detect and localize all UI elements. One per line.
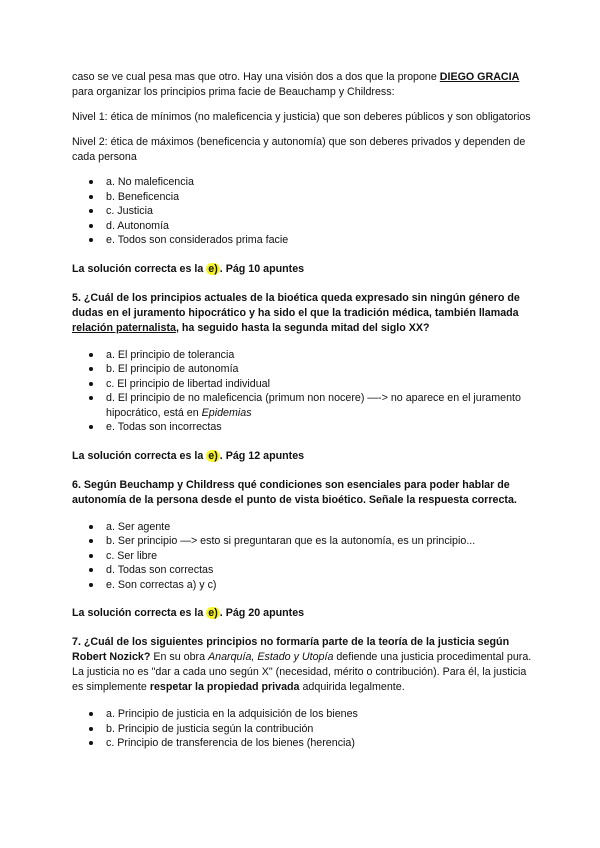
solution-prefix: La solución correcta es la <box>72 449 207 462</box>
list-item: a. El principio de tolerancia <box>72 348 532 363</box>
list-item: a. No maleficencia <box>72 175 532 190</box>
q6-options-list <box>72 520 532 593</box>
list-item: a. Principio de justicia en la adquisición de los bienes <box>72 707 532 722</box>
q5-underlined-term: relación paternalista <box>72 321 176 334</box>
intro-lead: caso se ve cual pesa mas que otro. Hay una visión dos a dos que la propone <box>72 71 440 83</box>
list-item: a. Ser agente <box>72 520 532 535</box>
q4-solution <box>72 262 532 277</box>
solution-prefix: La solución correcta es la <box>72 607 207 619</box>
list-item: c. El principio de libertad individual <box>72 377 532 392</box>
author-name: DIEGO GRACIA <box>439 71 520 83</box>
q5-options-list <box>72 348 532 435</box>
q5-solution <box>72 449 532 464</box>
q5-text-b: , ha seguido hasta la segunda mitad del siglo XX? <box>175 321 430 334</box>
list-item: b. Principio de justicia según la contribución <box>72 722 532 737</box>
q7-bold-question: 7. ¿Cuál de los siguientes principios no formaría parte de la teoría de la justicia según Robert Nozick? <box>72 636 510 663</box>
nivel2-paragraph: Nivel 2: ética de máximos (beneficencia y autonomía) que son deberes privados y dependen de cada persona <box>72 136 526 163</box>
q6-question: 6. Según Beuchamp y Childress qué condiciones son esenciales para poder hablar de autonomía de la persona desde el punto de vista bioético. Señale la respuesta correcta. <box>72 478 517 506</box>
list-item: b. El principio de autonomía <box>72 362 532 377</box>
q7-options-list <box>72 707 532 751</box>
intro-paragraph <box>72 70 532 100</box>
q7-note-1: En su obra <box>150 651 209 663</box>
list-item <box>72 391 532 420</box>
q7-book-title: Anarquía, Estado y Utopía <box>208 651 334 663</box>
q5-text-a: 5. ¿Cuál de los principios actuales de la bioética queda expresado sin ningún género de dudas en el juramento hipocrático y ha sido el que la tradición médica, también llamada <box>72 291 520 319</box>
q4-options-list <box>72 175 532 248</box>
list-item: c. Justicia <box>72 204 532 219</box>
list-item: d. Autonomía <box>72 219 532 234</box>
list-item: d. Todas son correctas <box>72 563 532 578</box>
q7-note-3: adquirida legalmente. <box>299 681 405 693</box>
list-item: c. Principio de transferencia de los bienes (herencia) <box>72 736 532 751</box>
q5-option-d-italic: Epidemias <box>201 406 252 419</box>
list-item: e. Son correctas a) y c) <box>72 578 532 593</box>
solution-page: . Pág 10 apuntes <box>219 262 305 275</box>
document-page <box>72 70 532 765</box>
q5-option-d-text: d. El principio de no maleficencia (primum non nocere) —-> no aparece en el juramento hipocrático, está en <box>106 392 521 419</box>
solution-answer-highlight: e) <box>208 449 218 462</box>
q6-solution <box>72 606 532 621</box>
solution-prefix: La solución correcta es la <box>72 262 207 275</box>
intro-tail: para organizar los principios prima facie de Beauchamp y Childress: <box>72 86 395 98</box>
solution-page: . Pág 12 apuntes <box>219 449 305 462</box>
list-item: b. Beneficencia <box>72 190 532 205</box>
list-item: c. Ser libre <box>72 549 532 564</box>
solution-page: . Pág 20 apuntes <box>219 607 305 619</box>
list-item: e. Todos son considerados prima facie <box>72 233 532 248</box>
list-item: b. Ser principio —> esto si preguntaran que es la autonomía, es un principio... <box>72 534 532 549</box>
q7-question <box>72 635 532 695</box>
nivel1-paragraph: Nivel 1: ética de mínimos (no maleficencia y justicia) que son deberes públicos y son obligatorios <box>72 111 531 123</box>
solution-answer-highlight: e) <box>208 607 218 619</box>
q7-note-2: defiende una justicia procedimental pura. La justicia no es "dar a cada uno según X" (necesidad, mérito o contribución). Para él, la justicia es simplemente <box>72 651 532 693</box>
solution-answer-highlight: e) <box>208 262 218 275</box>
list-item: e. Todas son incorrectas <box>72 420 532 435</box>
q7-bold-phrase: respetar la propiedad privada <box>149 681 300 693</box>
q5-question <box>72 291 532 336</box>
